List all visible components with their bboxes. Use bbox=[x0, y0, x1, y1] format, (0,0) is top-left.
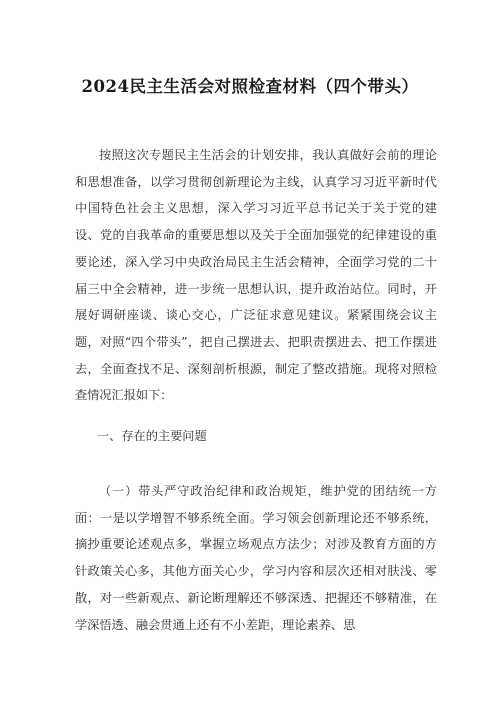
body-paragraph: （一）带头严守政治纪律和政治规矩，维护党的团结统一方面：一是以学增智不够系统全面。学习领会创新理论还不够系统，摘抄重要论述观点多，掌握立场观点方法少；对涉及教育方面的方针政策关心多，其他方面关心少，学习内容和层次还相对肤浅、零散，对一些新观点、新论断理解还不够深透、把握还不够精准，在学深悟透、融会贯通上还有不小差距，理论素养、思 bbox=[75, 484, 437, 632]
intro-paragraph: 按照这次专题民主生活会的计划安排，我认真做好会前的理论和思想准备，以学习贯彻创新理论为主线，认真学习习近平新时代中国特色社会主义思想，深入学习习近平总书记关于关于党的建设、党的自我革命的重要思想以及关于全面加强党的纪律建设的重要论述，深入学习中央政治局民主生活会精神，全面学习党的二十届三中全会精神，进一步统一思想认识，提升政治站位。同时，开展好调研座谈、谈心交心，广泛征求意见建议。紧紧围绕会议主题，对照“四个带头”，把自己摆进去、把职责摆进去、把工作摆进去，全面查找不足、深刻剖析根源，制定了整改措施。现将对照检查情况汇报如下： bbox=[75, 148, 437, 403]
section-heading: 一、存在的主要问题 bbox=[97, 429, 207, 443]
document-title: 2024民主生活会对照检查材料（四个带头） bbox=[81, 77, 419, 96]
